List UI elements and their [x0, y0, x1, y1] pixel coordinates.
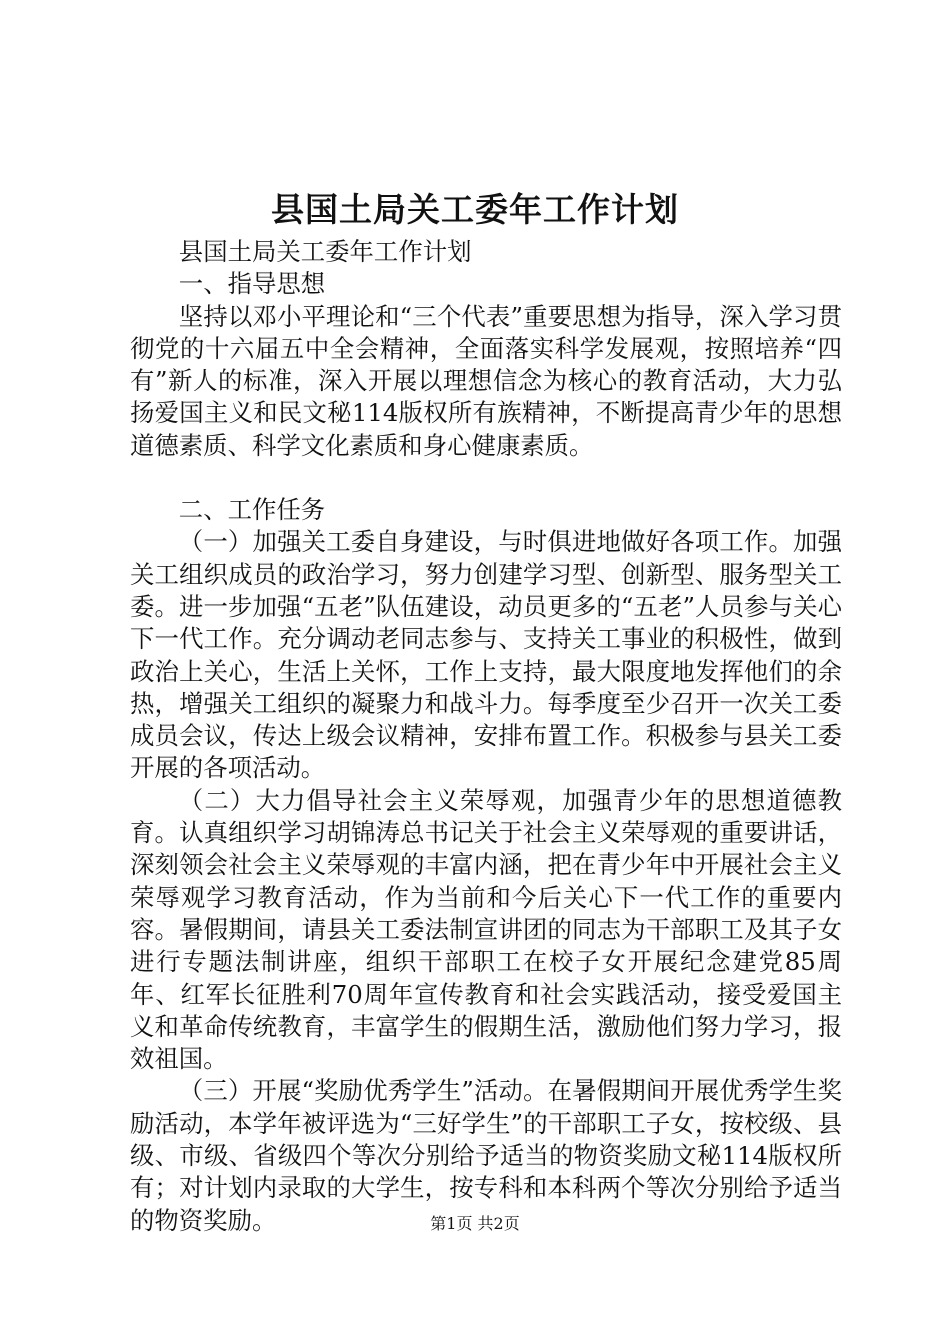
page-footer: 第1页 共2页	[430, 1214, 520, 1233]
document-title: 县国土局关工委年工作计划	[271, 190, 679, 229]
document-subtitle: 县国土局关工委年工作计划	[178, 237, 472, 266]
section2-heading: 二、工作任务	[178, 495, 326, 525]
document-body	[130, 236, 842, 1237]
section1-paragraph: 坚持以邓小平理论和“三个代表”重要思想为指导，深入学习贯彻党的十六届五中全会精神，全面落实科学发展观，按照培养“四有”新人的标准，深入开展以理想信念为核心的教育活动，大力弘扬爱国主义和民文秘114版权所有族精神，不断提高青少年的思想道德素质、科学文化素质和身心健康素质。	[130, 301, 842, 460]
section1-heading: 一、指导思想	[178, 269, 326, 299]
task2-paragraph: （二）大力倡导社会主义荣辱观，加强青少年的思想道德教育。认真组织学习胡锦涛总书记关于社会主义荣辱观的重要讲话，深刻领会社会主义荣辱观的丰富内涵，把在青少年中开展社会主义荣辱观学习教育活动，作为当前和今后关心下一代工作的重要内容。暑假期间，请县关工委法制宣讲团的同志为干部职工及其子女进行专题法制讲座，组织干部职工在校子女开展纪念建党85周年、红军长征胜利70周年宣传教育和社会实践活动，接受爱国主义和革命传统教育，丰富学生的假期生活，激励他们努力学习，报效祖国。	[130, 785, 842, 1074]
task1-paragraph: （一）加强关工委自身建设，与时俱进地做好各项工作。加强关工组织成员的政治学习，努力创建学习型、创新型、服务型关工委。进一步加强“五老”队伍建设，动员更多的“五老”人员参与关心下一代工作。充分调动老同志参与、支持关工事业的积极性，做到政治上关心，生活上关怀，工作上支持，最大限度地发挥他们的余热，增强关工组织的凝聚力和战斗力。每季度至少召开一次关工委成员会议，传达上级会议精神，安排布置工作。积极参与县关工委开展的各项活动。	[130, 527, 842, 783]
task3-paragraph: （三）开展“奖励优秀学生”活动。在暑假期间开展优秀学生奖励活动，本学年被评选为“三好学生”的干部职工子女，按校级、县级、市级、省级四个等次分别给予适当的物资奖励文秘114版权所有；对计划内录取的大学生，按专科和本科两个等次分别给予适当的物资奖励。	[130, 1076, 842, 1235]
